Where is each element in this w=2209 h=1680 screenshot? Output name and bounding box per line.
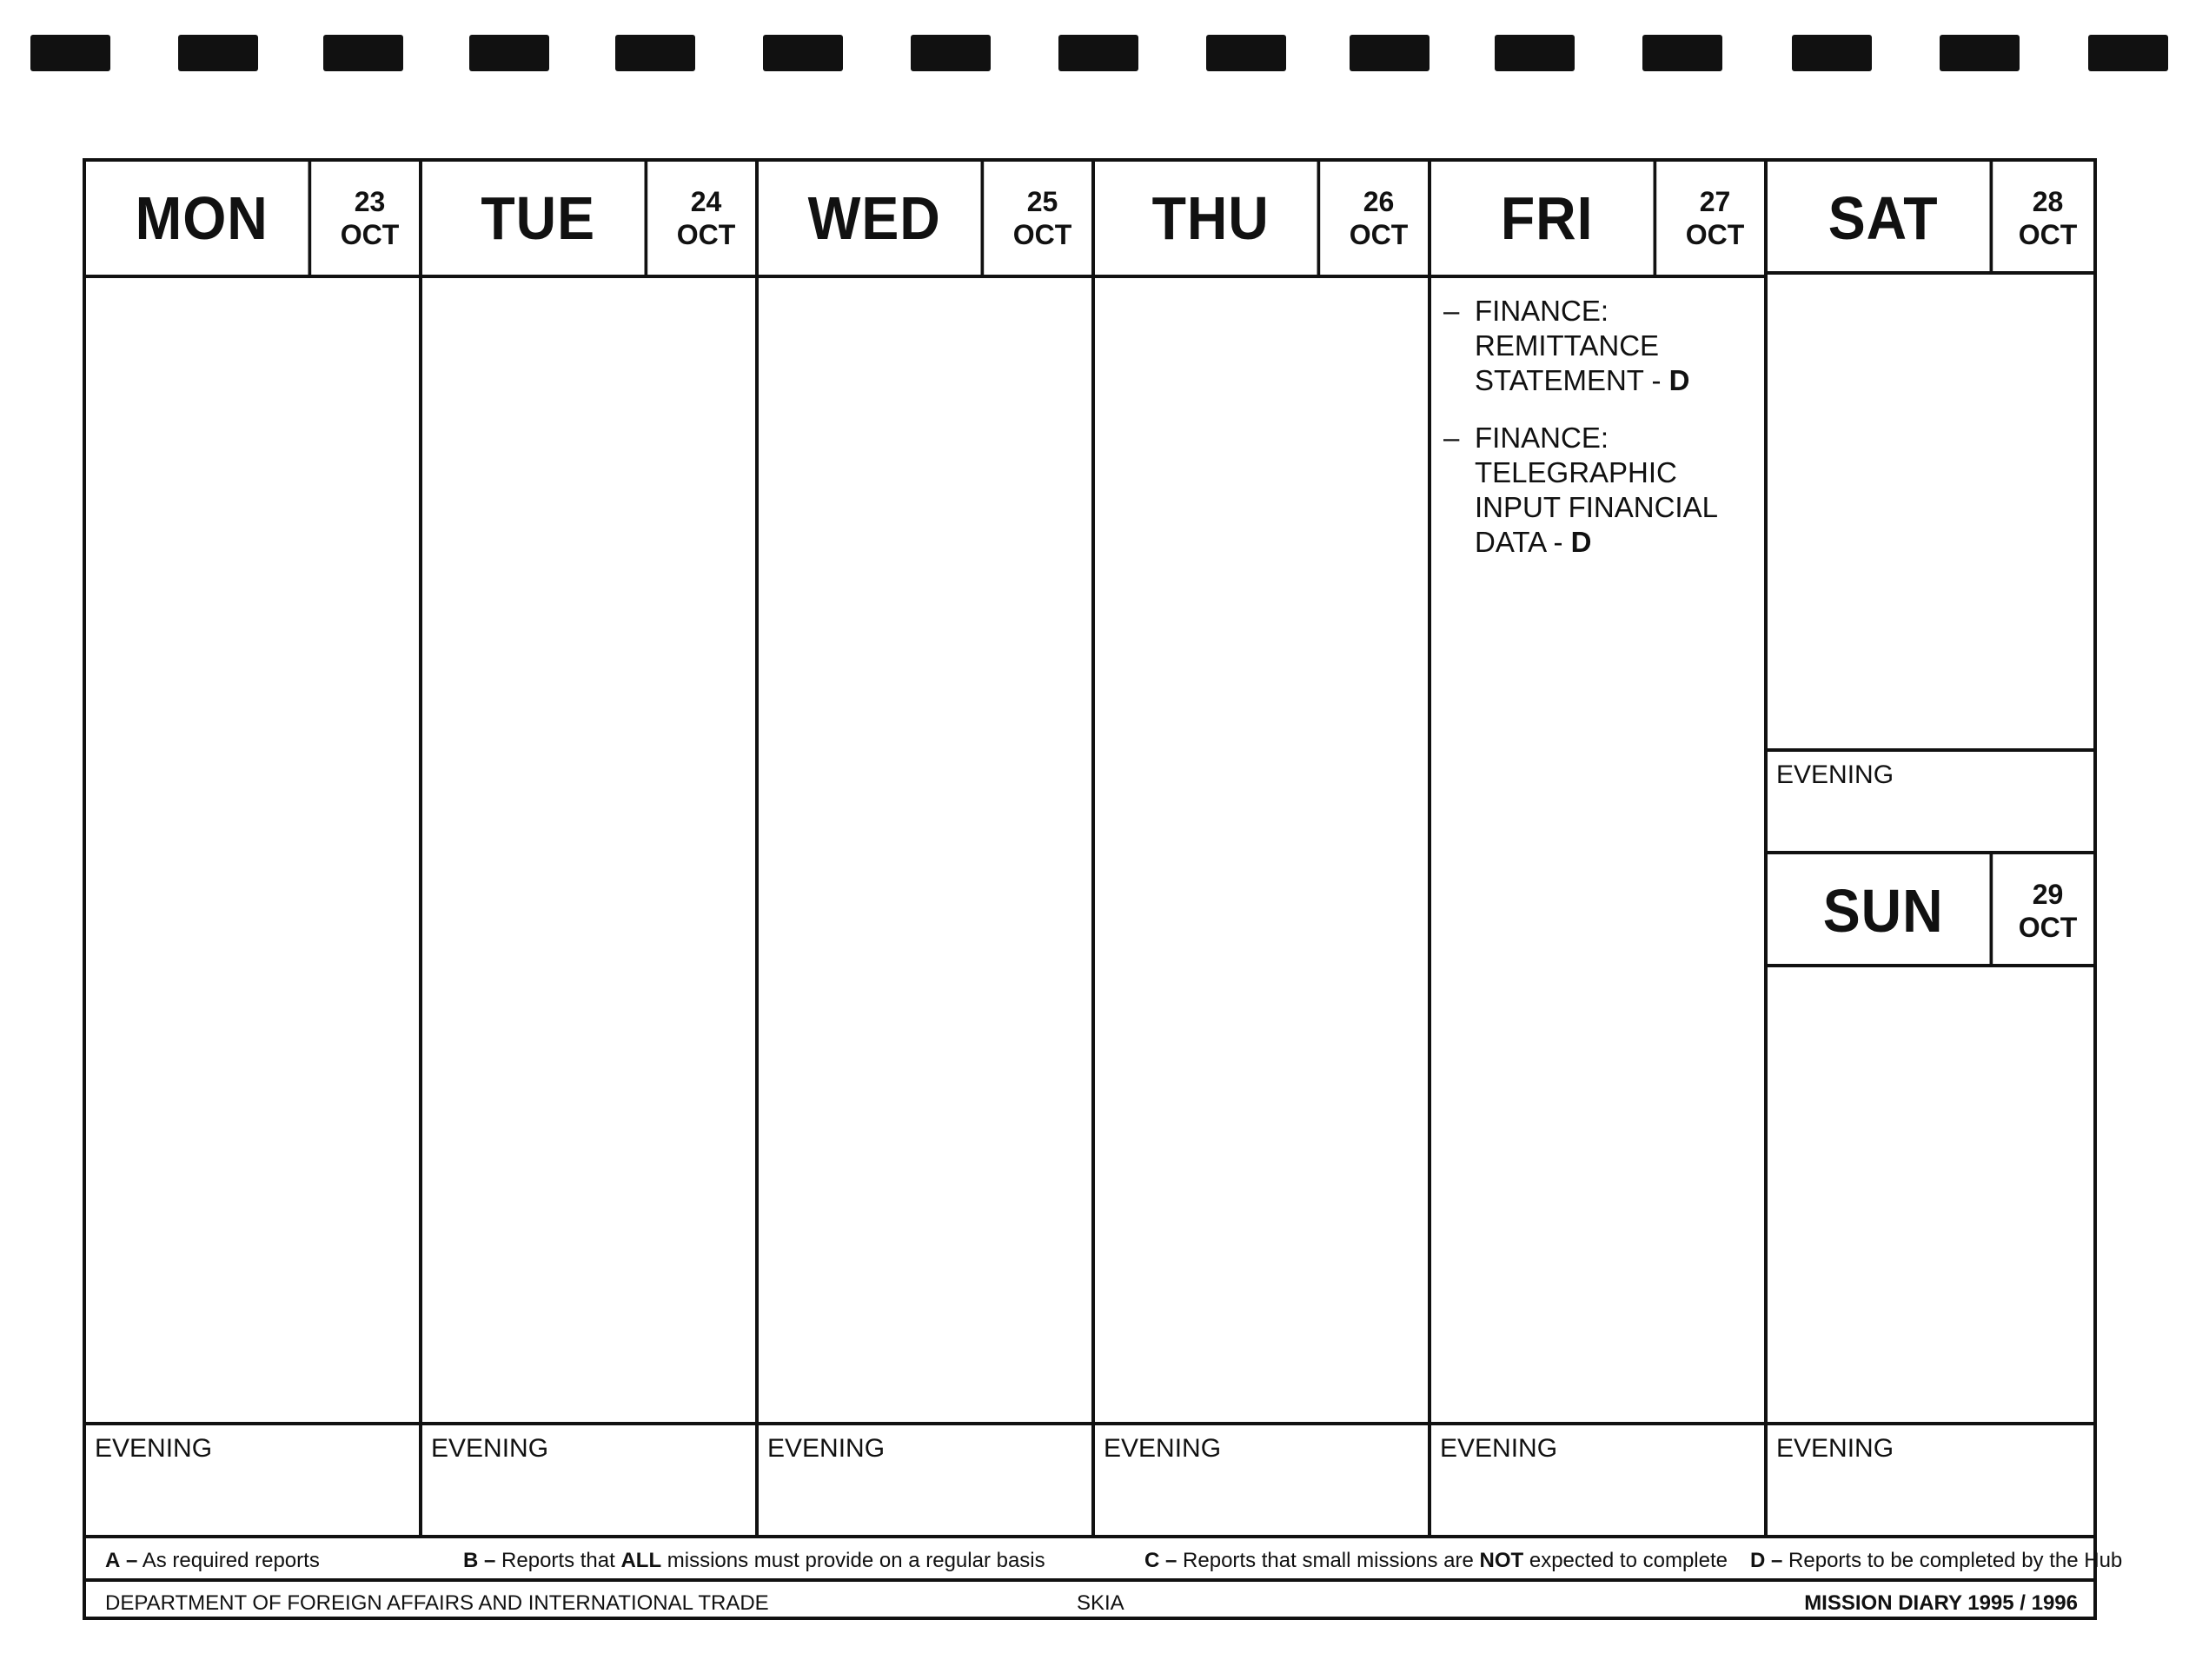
binding-strip <box>0 35 2209 76</box>
day-column-thu <box>1095 162 1431 1535</box>
binding-hole <box>1058 35 1138 71</box>
entry-dash: – <box>1443 295 1460 327</box>
entry-code: D <box>1668 364 1690 396</box>
evening-section[interactable]: EVENING <box>422 1422 755 1535</box>
date-month: OCT <box>676 219 736 250</box>
binding-hole <box>1940 35 2020 71</box>
entry-dash: – <box>1443 422 1460 454</box>
binding-hole <box>30 35 110 71</box>
day-column-wed <box>759 162 1095 1535</box>
day-notes-area[interactable] <box>422 278 755 1422</box>
day-date <box>2002 854 2093 967</box>
day-column-fri <box>1431 162 1768 1535</box>
date-day: 27 <box>1699 186 1731 217</box>
evening-section[interactable]: EVENING <box>759 1422 1091 1535</box>
binding-hole <box>469 35 549 71</box>
day-notes-area[interactable] <box>86 278 419 1422</box>
day-header <box>1768 854 2093 967</box>
diary-title: MISSION DIARY 1995 / 1996 <box>1804 1591 2078 1615</box>
binding-hole <box>763 35 843 71</box>
date-day: 23 <box>354 186 386 217</box>
binding-hole <box>1642 35 1722 71</box>
date-day: 29 <box>2032 879 2064 910</box>
binding-hole <box>323 35 403 71</box>
binding-hole <box>615 35 695 71</box>
department-name: DEPARTMENT OF FOREIGN AFFAIRS AND INTERNATIONAL TRADE <box>105 1591 769 1615</box>
diary-entry <box>1431 294 1764 398</box>
legend-item-d: D – Reports to be completed by the Hub <box>1750 1549 2123 1572</box>
day-name: SAT <box>1777 162 1993 275</box>
date-month: OCT <box>1685 219 1745 250</box>
date-month: OCT <box>2018 219 2078 250</box>
day-date <box>1666 162 1764 275</box>
legend-item-c: C – Reports that small missions are NOT expected to complete <box>1144 1549 1728 1572</box>
day-notes-area[interactable] <box>759 278 1091 1422</box>
date-day: 26 <box>1363 186 1395 217</box>
legend-item-b: B – Reports that ALL missions must provide on a regular basis <box>463 1549 1045 1572</box>
binding-hole <box>1350 35 1430 71</box>
day-header <box>422 162 755 278</box>
form-code: SKIA <box>1077 1591 1124 1615</box>
day-block-sat <box>1768 162 2093 857</box>
legend-row <box>86 1535 2123 1578</box>
day-header <box>86 162 419 278</box>
day-date <box>2002 162 2093 275</box>
day-notes-area[interactable] <box>1768 967 2093 1422</box>
day-date <box>993 162 1091 275</box>
day-header <box>1768 162 2093 275</box>
day-date <box>1330 162 1428 275</box>
day-name: MON <box>96 162 311 275</box>
day-block-sun <box>1768 854 2093 1535</box>
evening-section[interactable]: EVENING <box>1768 1422 2093 1535</box>
binding-hole <box>178 35 258 71</box>
diary-entry <box>1431 421 1764 560</box>
day-name: FRI <box>1441 162 1656 275</box>
evening-section[interactable]: EVENING <box>86 1422 419 1535</box>
day-header <box>759 162 1091 278</box>
binding-hole <box>1792 35 1872 71</box>
binding-hole <box>911 35 991 71</box>
day-column-tue <box>422 162 759 1535</box>
day-notes-area[interactable] <box>1768 275 2093 748</box>
weekly-diary-grid <box>83 158 2123 1620</box>
day-name: THU <box>1104 162 1320 275</box>
binding-hole <box>1206 35 1286 71</box>
day-header <box>1431 162 1764 278</box>
date-month: OCT <box>340 219 400 250</box>
binding-hole <box>1495 35 1575 71</box>
date-day: 28 <box>2032 186 2064 217</box>
binding-hole <box>2088 35 2168 71</box>
day-notes-area[interactable] <box>1095 278 1428 1422</box>
date-day: 24 <box>690 186 722 217</box>
day-name: WED <box>768 162 984 275</box>
day-header <box>1095 162 1428 278</box>
date-month: OCT <box>1349 219 1409 250</box>
day-notes-area[interactable] <box>1431 278 1764 1422</box>
weekend-column <box>1768 162 2093 1535</box>
date-month: OCT <box>2018 912 2078 943</box>
entry-code: D <box>1570 526 1592 558</box>
day-column-mon <box>86 162 422 1535</box>
date-month: OCT <box>1012 219 1072 250</box>
legend-item-a: A – As required reports <box>105 1549 320 1572</box>
day-name: SUN <box>1777 854 1993 967</box>
evening-section[interactable]: EVENING <box>1095 1422 1428 1535</box>
day-name: TUE <box>432 162 647 275</box>
entry-text: FINANCE: TELEGRAPHIC INPUT FINANCIAL DATA - D <box>1475 422 1717 558</box>
entry-text: FINANCE: REMITTANCE STATEMENT - D <box>1475 295 1690 396</box>
day-date <box>321 162 419 275</box>
evening-section[interactable]: EVENING <box>1768 748 2093 854</box>
date-day: 25 <box>1026 186 1058 217</box>
evening-section[interactable]: EVENING <box>1431 1422 1764 1535</box>
footer-row <box>86 1578 2093 1620</box>
day-date <box>657 162 755 275</box>
